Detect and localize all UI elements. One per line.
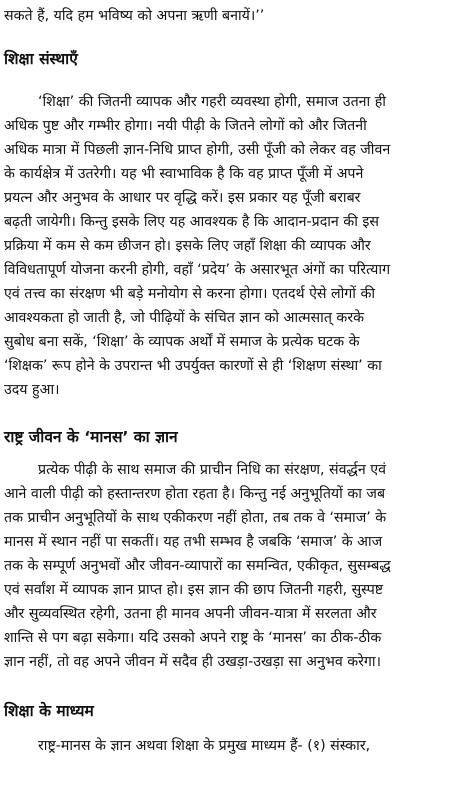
paragraph-line: उदय हुआ। <box>4 382 60 398</box>
paragraph-line: सुबोध बना सकें, ‘शिक्षा’ के व्यापक अर्थों में समाज के प्रत्येक घटक के <box>4 334 360 350</box>
paragraph-line: विविधतापूर्ण योजना करनी होगी, वहाँ ‘प्रदेय’ के असारभूत अंगों का परित्याग <box>4 262 391 278</box>
paragraph-line: आवश्यकता हो जाती है, जो पीढ़ियों के संचित ज्ञान को आत्मसात् करके <box>4 310 365 326</box>
section-heading-shiksha-ke-madhyam: शिक्षा के माध्यम <box>4 702 94 720</box>
paragraph-line: मानस में स्थान नहीं पा सकतीं। यह तभी सम्भव है जबकि ‘समाज’ के आज <box>4 534 383 550</box>
paragraph-line: शान्ति से पग बढ़ा सकेगा। यदि उसको अपने राष्ट्र के ‘मानस’ का ठीक-ठीक <box>4 630 382 646</box>
paragraph-line: ‘शिक्षा’ की जितनी व्यापक और गहरी व्यवस्था होगी, समाज उतना ही <box>38 94 386 110</box>
paragraph-line: आने वाली पीढ़ी को हस्तान्तरण होता रहता है। किन्तु नई अनुभूतियों का जब <box>4 486 386 502</box>
paragraph-line: बढ़ती जायेगी। किन्तु इसके लिए यह आवश्यक है कि आदान-प्रदान की इस <box>4 214 379 230</box>
section-heading-shiksha-sansthayen: शिक्षा संस्थाएँ <box>4 50 78 68</box>
paragraph-line: प्रत्येक पीढ़ी के साथ समाज की प्राचीन निधि का संरक्षण, संवर्द्धन एवं <box>38 462 386 478</box>
paragraph-line: ‘शिक्षक’ रूप होने के उपरान्त भी उपर्युक्त कारणों से ही ‘शिक्षण संस्था’ का <box>4 358 382 374</box>
paragraph-line: अधिक पुष्ट और गम्भीर होगा। नयी पीढ़ी के जितने लोगों को और जितनी <box>4 118 367 134</box>
paragraph-line: एवं सर्वांश में व्यापक ज्ञान प्राप्त हो। इस ज्ञान की छाप जितनी गहरी, सुस्पष्ट <box>4 582 384 598</box>
paragraph-line: ज्ञान नहीं, तो वह अपने जीवन में सदैव ही उखड़ा-उखड़ा सा अनुभव करेगा। <box>4 654 381 670</box>
paragraph-line: एवं तत्त्व का संरक्षण भी बड़े मनोयोग से करना होगा। एतदर्थ ऐसे लोगों की <box>4 286 376 302</box>
paragraph-line: तक प्राचीन अनुभूतियों के साथ एकीकरण नहीं होता, तब तक वे ‘समाज’ के <box>4 510 387 526</box>
section-heading-rashtra-jeevan: राष्ट्र जीवन के ‘मानस’ का ज्ञान <box>4 428 178 446</box>
paragraph-line: तक के सम्पूर्ण अनुभवों और जीवन-व्यापारों का समन्वित, एकीकृत, सुसम्बद्ध <box>4 558 391 574</box>
paragraph-line: प्रक्रिया में कम से कम छीजन हो। इसके लिए जहाँ शिक्षा की व्यापक और <box>4 238 371 254</box>
lead-line: सकते हैं, यदि हम भविष्य को अपना ऋणी बनायें।’’ <box>4 8 265 24</box>
paragraph-line: राष्ट्र-मानस के ज्ञान अथवा शिक्षा के प्रमुख माध्यम हैं- (१) संस्कार, <box>38 738 371 754</box>
paragraph-line: और सुव्यवस्थित रहेगी, उतना ही मानव अपनी जीवन-यात्रा में सरलता और <box>4 606 377 622</box>
paragraph-line: प्रयत्न और अनुभव के आधार पर वृद्धि करें। इस प्रकार यह पूँजी बराबर <box>4 190 361 206</box>
paragraph-line: के कार्यक्षेत्र में उतरेगी। यह भी स्वाभाविक है कि वह प्राप्त पूँजी में अपने <box>4 166 364 182</box>
paragraph-line: अधिक मात्रा में पिछली ज्ञान-निधि प्राप्त होगी, उसी पूँजी को लेकर वह जीवन <box>4 142 391 158</box>
